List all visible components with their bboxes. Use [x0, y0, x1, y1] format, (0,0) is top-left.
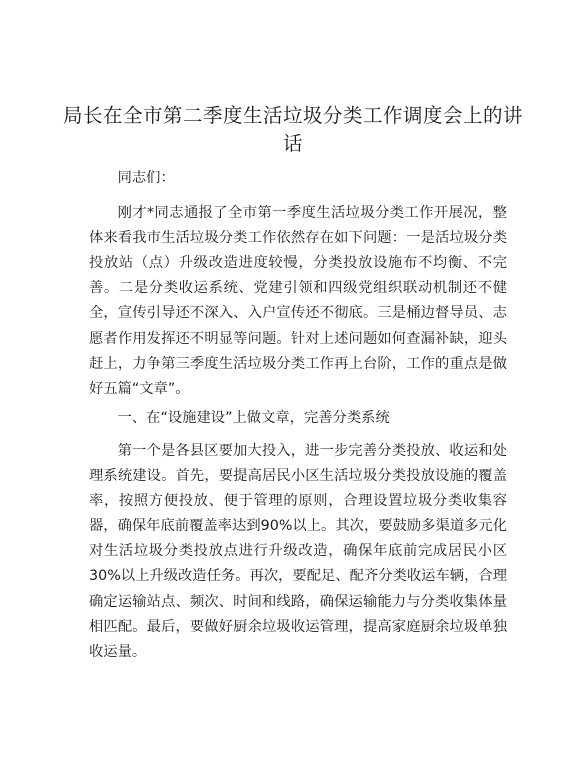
document-body: [89, 166, 507, 669]
page-title: 局长在全市第二季度生活垃圾分类工作调度会上的讲话: [62, 104, 523, 155]
section-heading-1: 一、在“设施建设”上做文章，完善分类系统: [117, 409, 390, 426]
greeting: 同志们：: [117, 170, 175, 186]
paragraph-section-1: 第一个是各县区要加大投入，进一步完善分类投放、收运和处理系统建设。首先，要提高居民小区生活垃圾分类投放设施的覆盖率，按照方便投放、便于管理的原则，合理设置垃圾分类收集容器，确保年底前覆盖率达到90%以上。其次，要鼓励多渠道多元化对生活垃圾分类投放点进行升级改造，确保年底前完成居民小区30%以上升级改造任务。再次，要配足、配齐分类收运车辆，合理确定运输站点、频次、时间和线路，确保运输能力与分类收集体量相匹配。最后，要做好厨余垃圾收运管理，提高家庭厨余垃圾单独收运量。: [89, 442, 507, 660]
paragraph-intro: 刚才*同志通报了全市第一季度生活垃圾分类工作开展况，整体来看我市生活垃圾分类工作依然存在如下问题：一是活垃圾分类投放站（点）升级改造进度较慢，分类投放设施布不均衡、不完善。二是分类收运系统、党建引领和四级党组织联动机制还不健全，宣传引导还不深入、入户宣传还不彻底。三是桶边督导员、志愿者作用发挥还不明显等问题。针对上述问题如何查漏补缺，迎头赶上，力争第三季度生活垃圾分类工作再上台阶，工作的重点是做好五篇“文章”。: [89, 205, 507, 397]
